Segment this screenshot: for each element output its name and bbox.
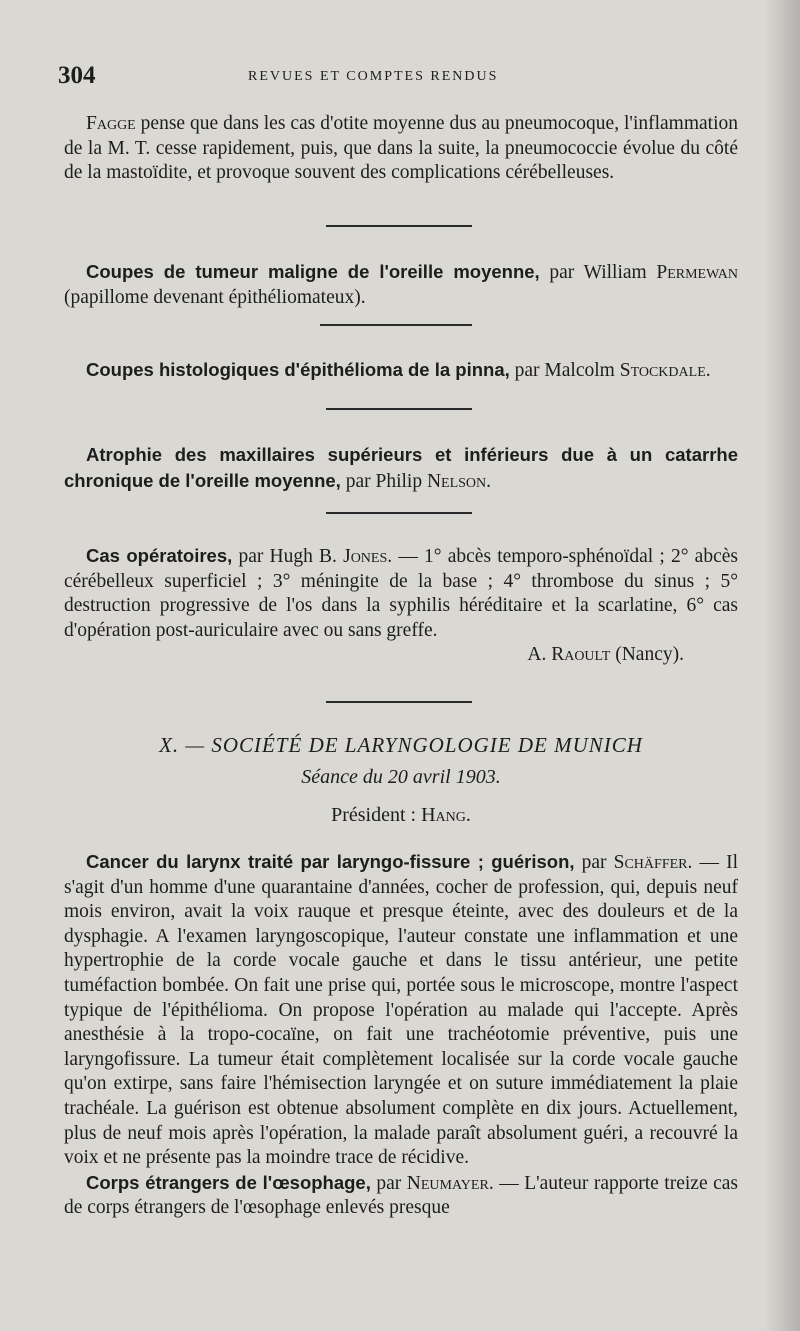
president-name: Hang xyxy=(421,804,466,826)
neumayer-by: par xyxy=(370,1172,407,1194)
president-label: Président : xyxy=(331,804,422,826)
author-schaffer: Schäffer xyxy=(613,852,688,873)
signature-name: Raoult xyxy=(551,644,611,666)
session-text: Séance du 20 avril 1903. xyxy=(301,766,501,788)
divider-rule xyxy=(326,512,472,514)
nelson-entry xyxy=(64,443,738,494)
permewan-rest: (papillome devenant épithéliomateux). xyxy=(64,286,366,308)
signature xyxy=(64,643,738,668)
author-fagge: Fagge xyxy=(86,113,136,134)
divider-rule xyxy=(320,324,472,326)
divider-rule xyxy=(326,701,472,703)
stockdale-rest: . xyxy=(705,360,711,381)
signature-initial: A. xyxy=(527,644,552,666)
stockdale-by: par Malcolm xyxy=(509,360,620,381)
neumayer-title: Corps étrangers de l'œsophage, xyxy=(86,1171,371,1193)
jones-entry xyxy=(64,544,738,668)
nelson-title: Atrophie des maxillaires supérieurs et inférieurs due à un catarrhe chronique de l'oreille moyenne, xyxy=(64,444,738,491)
author-jones: Jones xyxy=(343,546,388,567)
permewan-entry xyxy=(64,260,738,310)
page-number: 304 xyxy=(58,62,96,89)
schaffer-text: . — Il s'agit d'un homme d'une quarantaine d'années, cocher de profession, qui, depuis neuf mois environ, avait la voix rauque et presque éteinte, avec des douleurs et de la dysphagie. A l'examen laryngoscopique, l'auteur constate une inflammation et une hypertrophie de la corde vocale gauche et dans le tissu antérieur, une petite tuméfaction bombée. On fait une prise qui, portée sous le microscope, montre l'aspect typique de l'épithélioma. On propose l'opération au malade qui l'accepte. Après anesthésie à la tropo-cocaïne, on fait une trachéotomie préventive, puis une laryngofissure. La tumeur était complètement localisée sur la corde vocale gauche qu'on extirpe, sans faire l'hémisection laryngée et on suture immédiatement la plaie trachéale. La guérison est obtenue absolument complète en dix jours. Actuellement, plus de neuf mois après l'opération, la malade paraît absolument guéri, a recouvré la voix et ne présente pas la moindre trace de récidive. xyxy=(64,852,738,1169)
stockdale-title: Coupes histologiques d'épithélioma de la pinna, xyxy=(86,359,510,380)
section-title: X. — SOCIÉTÉ DE LARYNGOLOGIE DE MUNICH xyxy=(159,733,643,757)
neumayer-text: . — L'auteur rapporte treize cas de corps étrangers de l'œsophage enlevés presque xyxy=(64,1172,738,1219)
jones-rest: . — 1° abcès temporo-sphénoïdal ; 2° abcès cérébelleux superficiel ; 3° méningite de la base ; 4° thrombose du sinus ; 5° destruction progressive de l'os dans la syphilis héréditaire et la scarlatine, 6° cas d'opération post-auriculaire avec ou sans greffe. xyxy=(64,546,738,641)
nelson-rest: . xyxy=(486,470,492,492)
running-head: REVUES ET COMPTES RENDUS xyxy=(248,69,499,84)
schaffer-by: par xyxy=(574,852,614,873)
fagge-text: pense que dans les cas d'otite moyenne dus au pneumocoque, l'inflammation de la M. T. cesse rapidement, puis, que dans la suite, la pneumococcie évolue du côté de la mastoïdite, et provoque souvent des complications cérébelleuses. xyxy=(64,113,738,184)
page-header xyxy=(58,62,748,92)
author-permewan: Permewan xyxy=(656,262,738,283)
nelson-by: par Philip xyxy=(340,470,427,492)
divider-rule xyxy=(326,408,472,410)
session-date xyxy=(64,766,738,789)
jones-title: Cas opératoires, xyxy=(86,545,233,566)
president-end: . xyxy=(465,804,471,826)
signature-place: (Nancy). xyxy=(610,644,684,666)
page-edge-shadow xyxy=(764,0,800,1331)
stockdale-entry xyxy=(64,358,738,384)
schaffer-entry xyxy=(64,850,738,1221)
permewan-by: par William xyxy=(539,262,657,283)
jones-by: par Hugh B. xyxy=(232,546,344,567)
author-stockdale: Stockdale xyxy=(619,360,706,381)
author-nelson: Nelson xyxy=(426,470,487,492)
schaffer-title: Cancer du larynx traité par laryngo-fissure ; guérison, xyxy=(86,851,575,872)
permewan-title: Coupes de tumeur maligne de l'oreille moyenne, xyxy=(86,261,540,282)
fagge-paragraph xyxy=(64,112,738,186)
divider-rule xyxy=(326,225,472,227)
president-line xyxy=(64,804,738,827)
author-neumayer: Neumayer xyxy=(406,1172,489,1194)
